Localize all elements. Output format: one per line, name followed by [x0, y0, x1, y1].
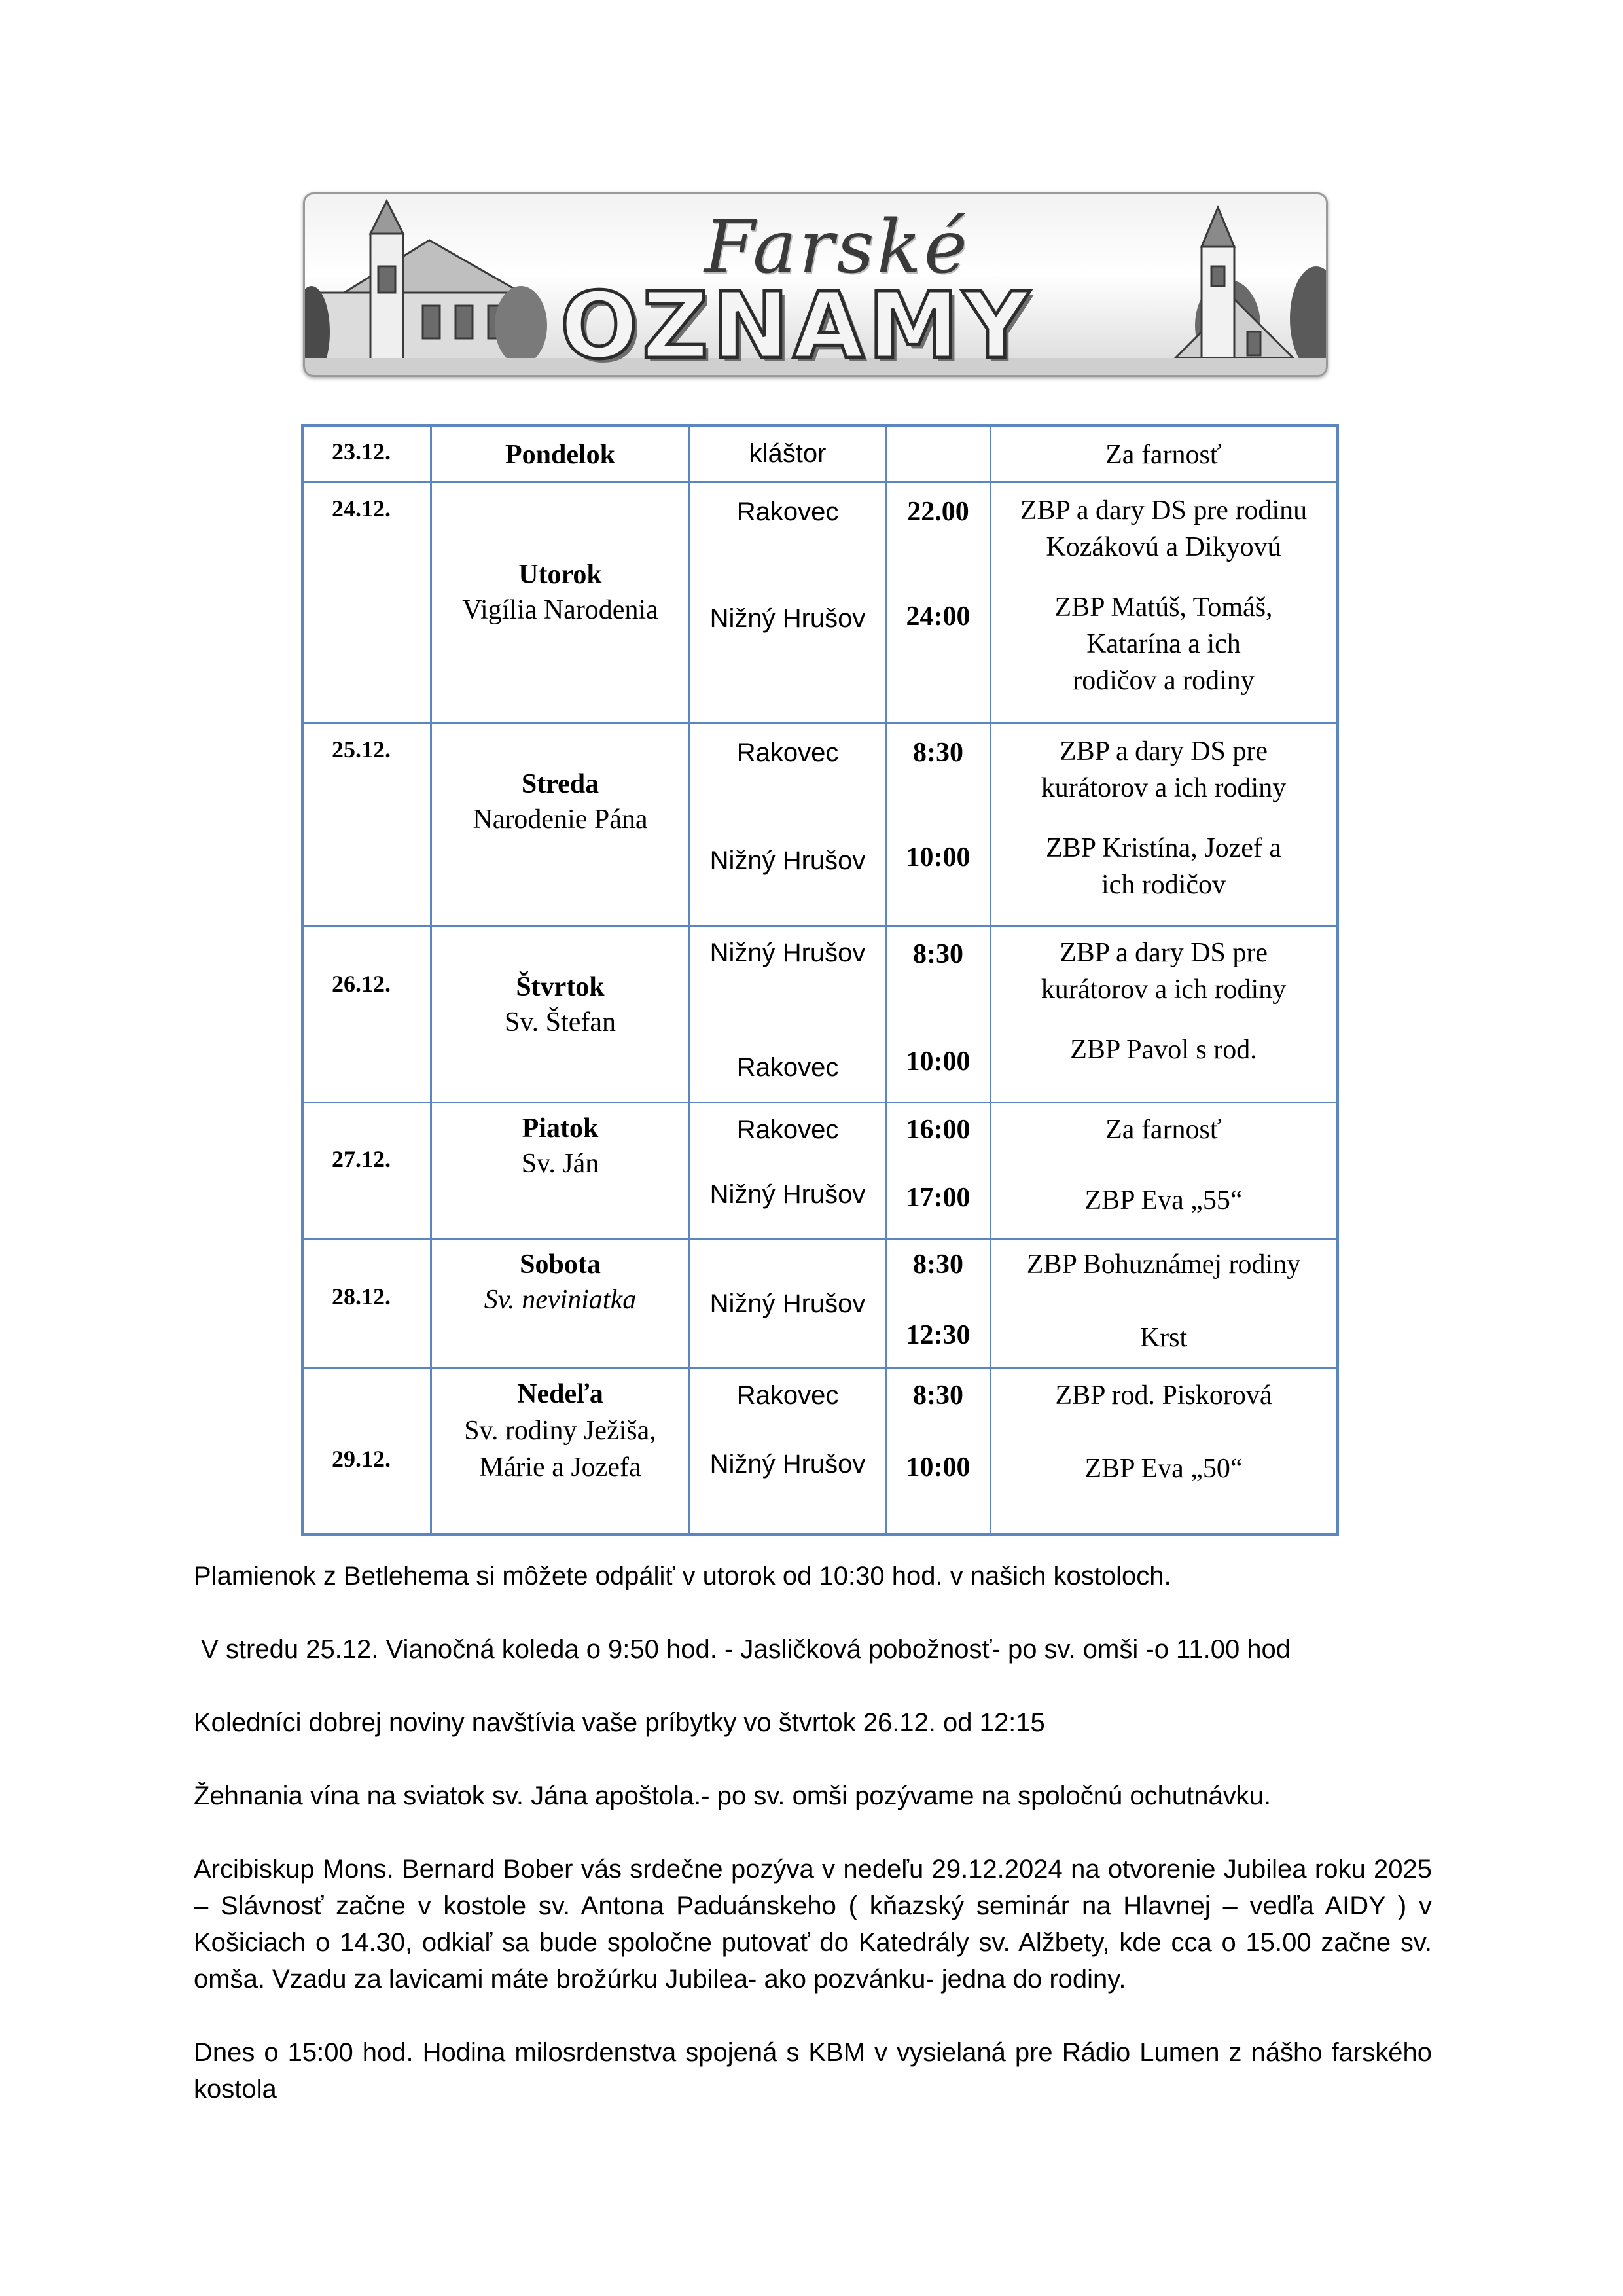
- date-label: 29.12.: [332, 1446, 391, 1472]
- table-row: [303, 1369, 1338, 1535]
- intention-label: ZBP Bohuznámej rodiny: [1026, 1249, 1301, 1280]
- day-cell: [431, 426, 690, 482]
- place-label: Nižný Hrušov: [709, 1289, 866, 1318]
- intention-label: ZBP a dary DS pre kurátorov a ich rodiny: [1041, 938, 1287, 1005]
- time-label: 22.00: [907, 497, 969, 527]
- time-cell: [886, 482, 991, 723]
- announcement-paragraph: Dnes o 15:00 hod. Hodina milosrdenstva spojená s KBM v vysielaná pre Rádio Lumen z nášho farského kostola: [194, 2038, 1432, 2104]
- date-cell: [303, 426, 431, 482]
- banner-main-word: OZNAMY: [560, 273, 1033, 377]
- place-label: Rakovec: [736, 1115, 839, 1144]
- time-cell: [886, 723, 991, 926]
- intention-label: Za farnosť: [1105, 440, 1222, 470]
- time-label: 8:30: [913, 738, 963, 768]
- right-church-icon: [1175, 207, 1293, 358]
- time-label: 8:30: [913, 939, 963, 969]
- place-cell: [690, 1239, 886, 1369]
- place-label: Nižný Hrušov: [709, 1450, 866, 1479]
- intention-label: ZBP Kristína, Jozef a ich rodičov: [1045, 833, 1282, 900]
- date-cell: [303, 723, 431, 926]
- announcement-paragraph: Koledníci dobrej noviny navštívia vaše príbytky vo štvrtok 26.12. od 12:15: [194, 1708, 1045, 1737]
- intention-cell: [991, 482, 1338, 723]
- intention-cell: [991, 426, 1338, 482]
- mass-schedule-table: [301, 424, 1339, 1536]
- time-label: 8:30: [913, 1249, 963, 1280]
- day-subtitle: Vigília Narodenia: [462, 595, 658, 625]
- intention-cell: [991, 723, 1338, 926]
- place-cell: [690, 723, 886, 926]
- intention-label: ZBP rod. Piskorová: [1055, 1380, 1272, 1410]
- time-label: [887, 427, 990, 439]
- banner-script-word: Farské: [704, 205, 971, 290]
- announcement-paragraph: Arcibiskup Mons. Bernard Bober vás srdečne pozýva v nedeľu 29.12.2024 na otvorenie Jubilea roku 2025 – Slávnosť začne v kostole sv. Antona Paduánskeho ( kňazský seminár na Hlavnej – vedľa AIDY ) v Košiciach o 14.30, odkiaľ sa bude spoločne putovať do Katedrály sv. Alžbety, kde cca o 15.00 začne sv. omša. Vzadu za lavicami máte brožúrku Jubilea- ako pozvánku- jedna do rodiny.: [194, 1855, 1432, 1994]
- time-label: 24:00: [906, 601, 971, 632]
- day-name: Sobota: [520, 1249, 601, 1280]
- intention-cell: [991, 1239, 1338, 1369]
- time-cell: [886, 1103, 991, 1239]
- date-label: 28.12.: [332, 1283, 391, 1310]
- date-cell: [303, 1103, 431, 1239]
- announcement-paragraph: Žehnania vína na sviatok sv. Jána apoštola.- po sv. omši pozývame na spoločnú ochutnávku.: [194, 1782, 1272, 1810]
- time-label: 10:00: [906, 1452, 971, 1482]
- intention-cell: [991, 926, 1338, 1103]
- place-cell: [690, 1103, 886, 1239]
- place-cell: [690, 926, 886, 1103]
- time-label: 12:30: [906, 1320, 971, 1350]
- intention-cell: [991, 1369, 1338, 1535]
- intention-label: ZBP a dary DS pre kurátorov a ich rodiny: [1041, 736, 1287, 803]
- day-name: Utorok: [518, 560, 602, 590]
- table-row: [303, 926, 1338, 1103]
- table-row: [303, 1239, 1338, 1369]
- intention-label: ZBP a dary DS pre rodinu Kozákovú a Dikyovú: [1020, 495, 1308, 562]
- place-label: Nižný Hrušov: [709, 604, 866, 633]
- left-church-icon: [318, 201, 521, 371]
- day-cell: [431, 1103, 690, 1239]
- day-subtitle: Sv. Štefan: [505, 1007, 616, 1037]
- day-subtitle: Narodenie Pána: [473, 804, 648, 834]
- intention-label: ZBP Eva „50“: [1084, 1454, 1243, 1484]
- intention-label: ZBP Eva „55“: [1084, 1185, 1243, 1215]
- place-label: Nižný Hrušov: [709, 939, 866, 967]
- day-cell: [431, 926, 690, 1103]
- table-row: [303, 482, 1338, 723]
- time-cell: [886, 1239, 991, 1369]
- announcements: [194, 1558, 1432, 2144]
- day-name: Štvrtok: [516, 972, 605, 1002]
- place-label: Nižný Hrušov: [709, 1180, 866, 1209]
- day-name: Streda: [521, 769, 599, 799]
- announcement-paragraph: Plamienok z Betlehema si môžete odpáliť v utorok od 10:30 hod. v našich kostoloch.: [194, 1562, 1171, 1590]
- day-cell: [431, 482, 690, 723]
- date-label: 24.12.: [332, 495, 391, 522]
- time-cell: [886, 926, 991, 1103]
- day-name: Pondelok: [505, 440, 616, 470]
- announcement-paragraph: V stredu 25.12. Vianočná koleda o 9:50 hod. - Jasličková pobožnosť- po sv. omši -o 11.00 hod: [194, 1635, 1291, 1664]
- day-cell: [431, 1369, 690, 1535]
- place-label: Rakovec: [736, 738, 839, 767]
- place-cell: [690, 482, 886, 723]
- time-label: 10:00: [906, 1047, 971, 1077]
- date-cell: [303, 482, 431, 723]
- place-label: Rakovec: [736, 1381, 839, 1410]
- intention-label: Krst: [1139, 1323, 1188, 1353]
- place-label: Rakovec: [736, 1053, 839, 1082]
- place-cell: [690, 1369, 886, 1535]
- date-label: 27.12.: [332, 1146, 391, 1172]
- date-label: 25.12.: [332, 736, 391, 762]
- place-cell: [690, 426, 886, 482]
- intention-label: ZBP Pavol s rod.: [1070, 1035, 1257, 1065]
- date-cell: [303, 1239, 431, 1369]
- time-label: 10:00: [906, 842, 971, 872]
- day-cell: [431, 723, 690, 926]
- day-cell: [431, 1239, 690, 1369]
- day-name: Piatok: [522, 1113, 599, 1143]
- time-cell: [886, 426, 991, 482]
- date-cell: [303, 926, 431, 1103]
- date-label: 23.12.: [332, 439, 391, 465]
- date-label: 26.12.: [332, 971, 391, 997]
- day-subtitle: Sv. neviniatka: [484, 1285, 637, 1315]
- day-subtitle: Sv. Ján: [521, 1149, 599, 1179]
- date-cell: [303, 1369, 431, 1535]
- intention-cell: [991, 1103, 1338, 1239]
- day-name: Nedeľa: [517, 1379, 603, 1409]
- time-label: 17:00: [906, 1183, 971, 1213]
- table-row: [303, 1103, 1338, 1239]
- table-row: [303, 723, 1338, 926]
- place-label: Nižný Hrušov: [709, 846, 866, 875]
- intention-label: ZBP Matúš, Tomáš, Katarína a ich rodičov a rodiny: [1054, 592, 1273, 696]
- table-row: [303, 426, 1338, 482]
- header-banner: [303, 192, 1328, 377]
- time-cell: [886, 1369, 991, 1535]
- place-label: kláštor: [749, 439, 827, 468]
- day-subtitle: Sv. rodiny Ježiša, Márie a Jozefa: [464, 1416, 656, 1482]
- place-label: Rakovec: [736, 497, 839, 526]
- time-label: 16:00: [906, 1115, 971, 1145]
- time-label: 8:30: [913, 1380, 963, 1410]
- intention-label: Za farnosť: [1105, 1115, 1222, 1145]
